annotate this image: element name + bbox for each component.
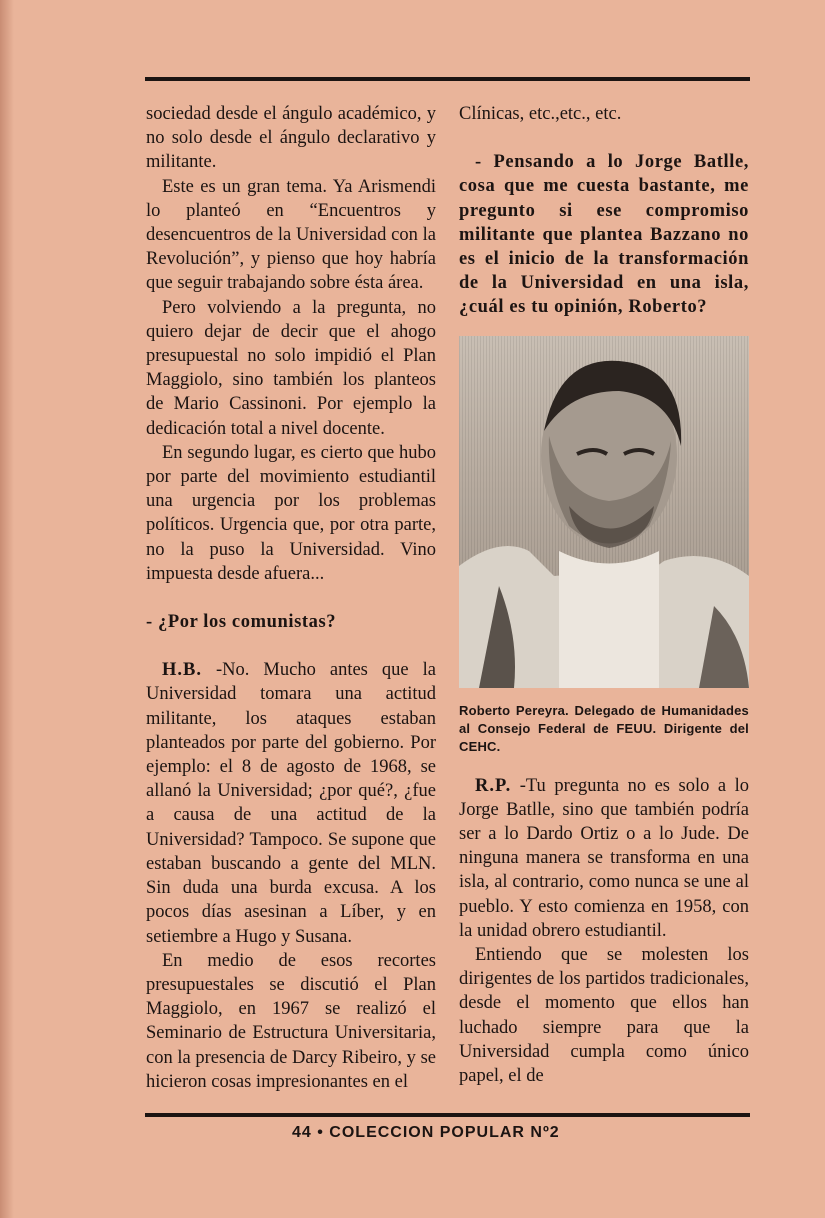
interview-question: - Pensando a lo Jorge Batlle, cosa que me cuesta bastante, me pregunto si ese compromiso militante que plantea Bazzano no es el inicio de la transformación de la Universidad en una isla, ¿cuál es tu opinión, Roberto? [459, 152, 749, 318]
answer-paragraph [146, 658, 436, 948]
left-column [146, 102, 436, 1094]
page-footer: 44 • COLECCION POPULAR Nº2 [292, 1124, 560, 1141]
portrait-photo [459, 336, 749, 688]
paragraph: Pero volviendo a la pregunta, no quiero dejar de decir que el ahogo presupuestal no solo impidió el Plan Maggiolo, sino también los planteos de Mario Cassinoni. Por ejemplo la dedicación total a nivel docente. [146, 297, 436, 439]
answer-text: -Tu pregunta no es solo a lo Jorge Batlle, sino que también podría ser a lo Dardo Ortiz o a lo Jude. De ninguna manera se transforma en una isla, al contrario, como nunca se une al pueblo. Y esto comienza en 1958, con la unidad obrero estudiantil. [459, 775, 750, 941]
paragraph: En segundo lugar, es cierto que hubo por parte del movimiento estudiantil una urgencia por los problemas políticos. Urgencia que, por otra parte, no la puso la Universidad. Vino impuesta desde afuera... [146, 442, 436, 584]
top-rule [145, 77, 750, 81]
paragraph: Entiendo que se molesten los dirigentes de los partidos tradicionales, desde el momento que ellos han luchado siempre para que la Universidad cumpla como único papel, el de [459, 945, 749, 1087]
photo-caption: Roberto Pereyra. Delegado de Humanidades al Consejo Federal de FEUU. Dirigente del CEHC. [459, 702, 749, 754]
speaker-initials: R.P. [475, 775, 512, 796]
right-column [459, 102, 749, 1088]
paragraph: sociedad desde el ángulo académico, y no solo desde el ángulo declarativo y militante. [146, 104, 436, 173]
speaker-initials: H.B. [162, 660, 202, 681]
bottom-rule [145, 1113, 750, 1117]
page-edge [0, 0, 14, 1218]
paragraph: Clínicas, etc.,etc., etc. [459, 104, 622, 124]
answer-text: -No. Mucho antes que la Universidad tomara una actitud militante, los ataques estaban planteados por parte del gobierno. Por ejemplo: el 8 de agosto de 1968, se allanó la Universidad; ¿por qué?, ¿fue a causa de una actitud de la Universidad? Tampoco. Se supone que estaban buscando a gente del MLN. Sin duda una burda excusa. A los pocos días asesinan a Líber, y en setiembre a Hugo y Susana. [146, 660, 436, 947]
answer-paragraph [459, 774, 749, 943]
portrait-illustration [459, 336, 749, 688]
interview-question: - ¿Por los comunistas? [146, 612, 337, 633]
paragraph: Este es un gran tema. Ya Arismendi lo planteó en “Encuentros y desencuentros de la Universidad con la Revolución”, y pienso que hoy habría que seguir trabajando sobre ésta área. [146, 176, 436, 294]
paragraph: En medio de esos recortes presupuestales se discutió el Plan Maggiolo, en 1967 se realizó el Seminario de Estructura Universitaria, con la presencia de Darcy Ribeiro, y se hicieron cosas impresionantes en el [146, 950, 436, 1092]
